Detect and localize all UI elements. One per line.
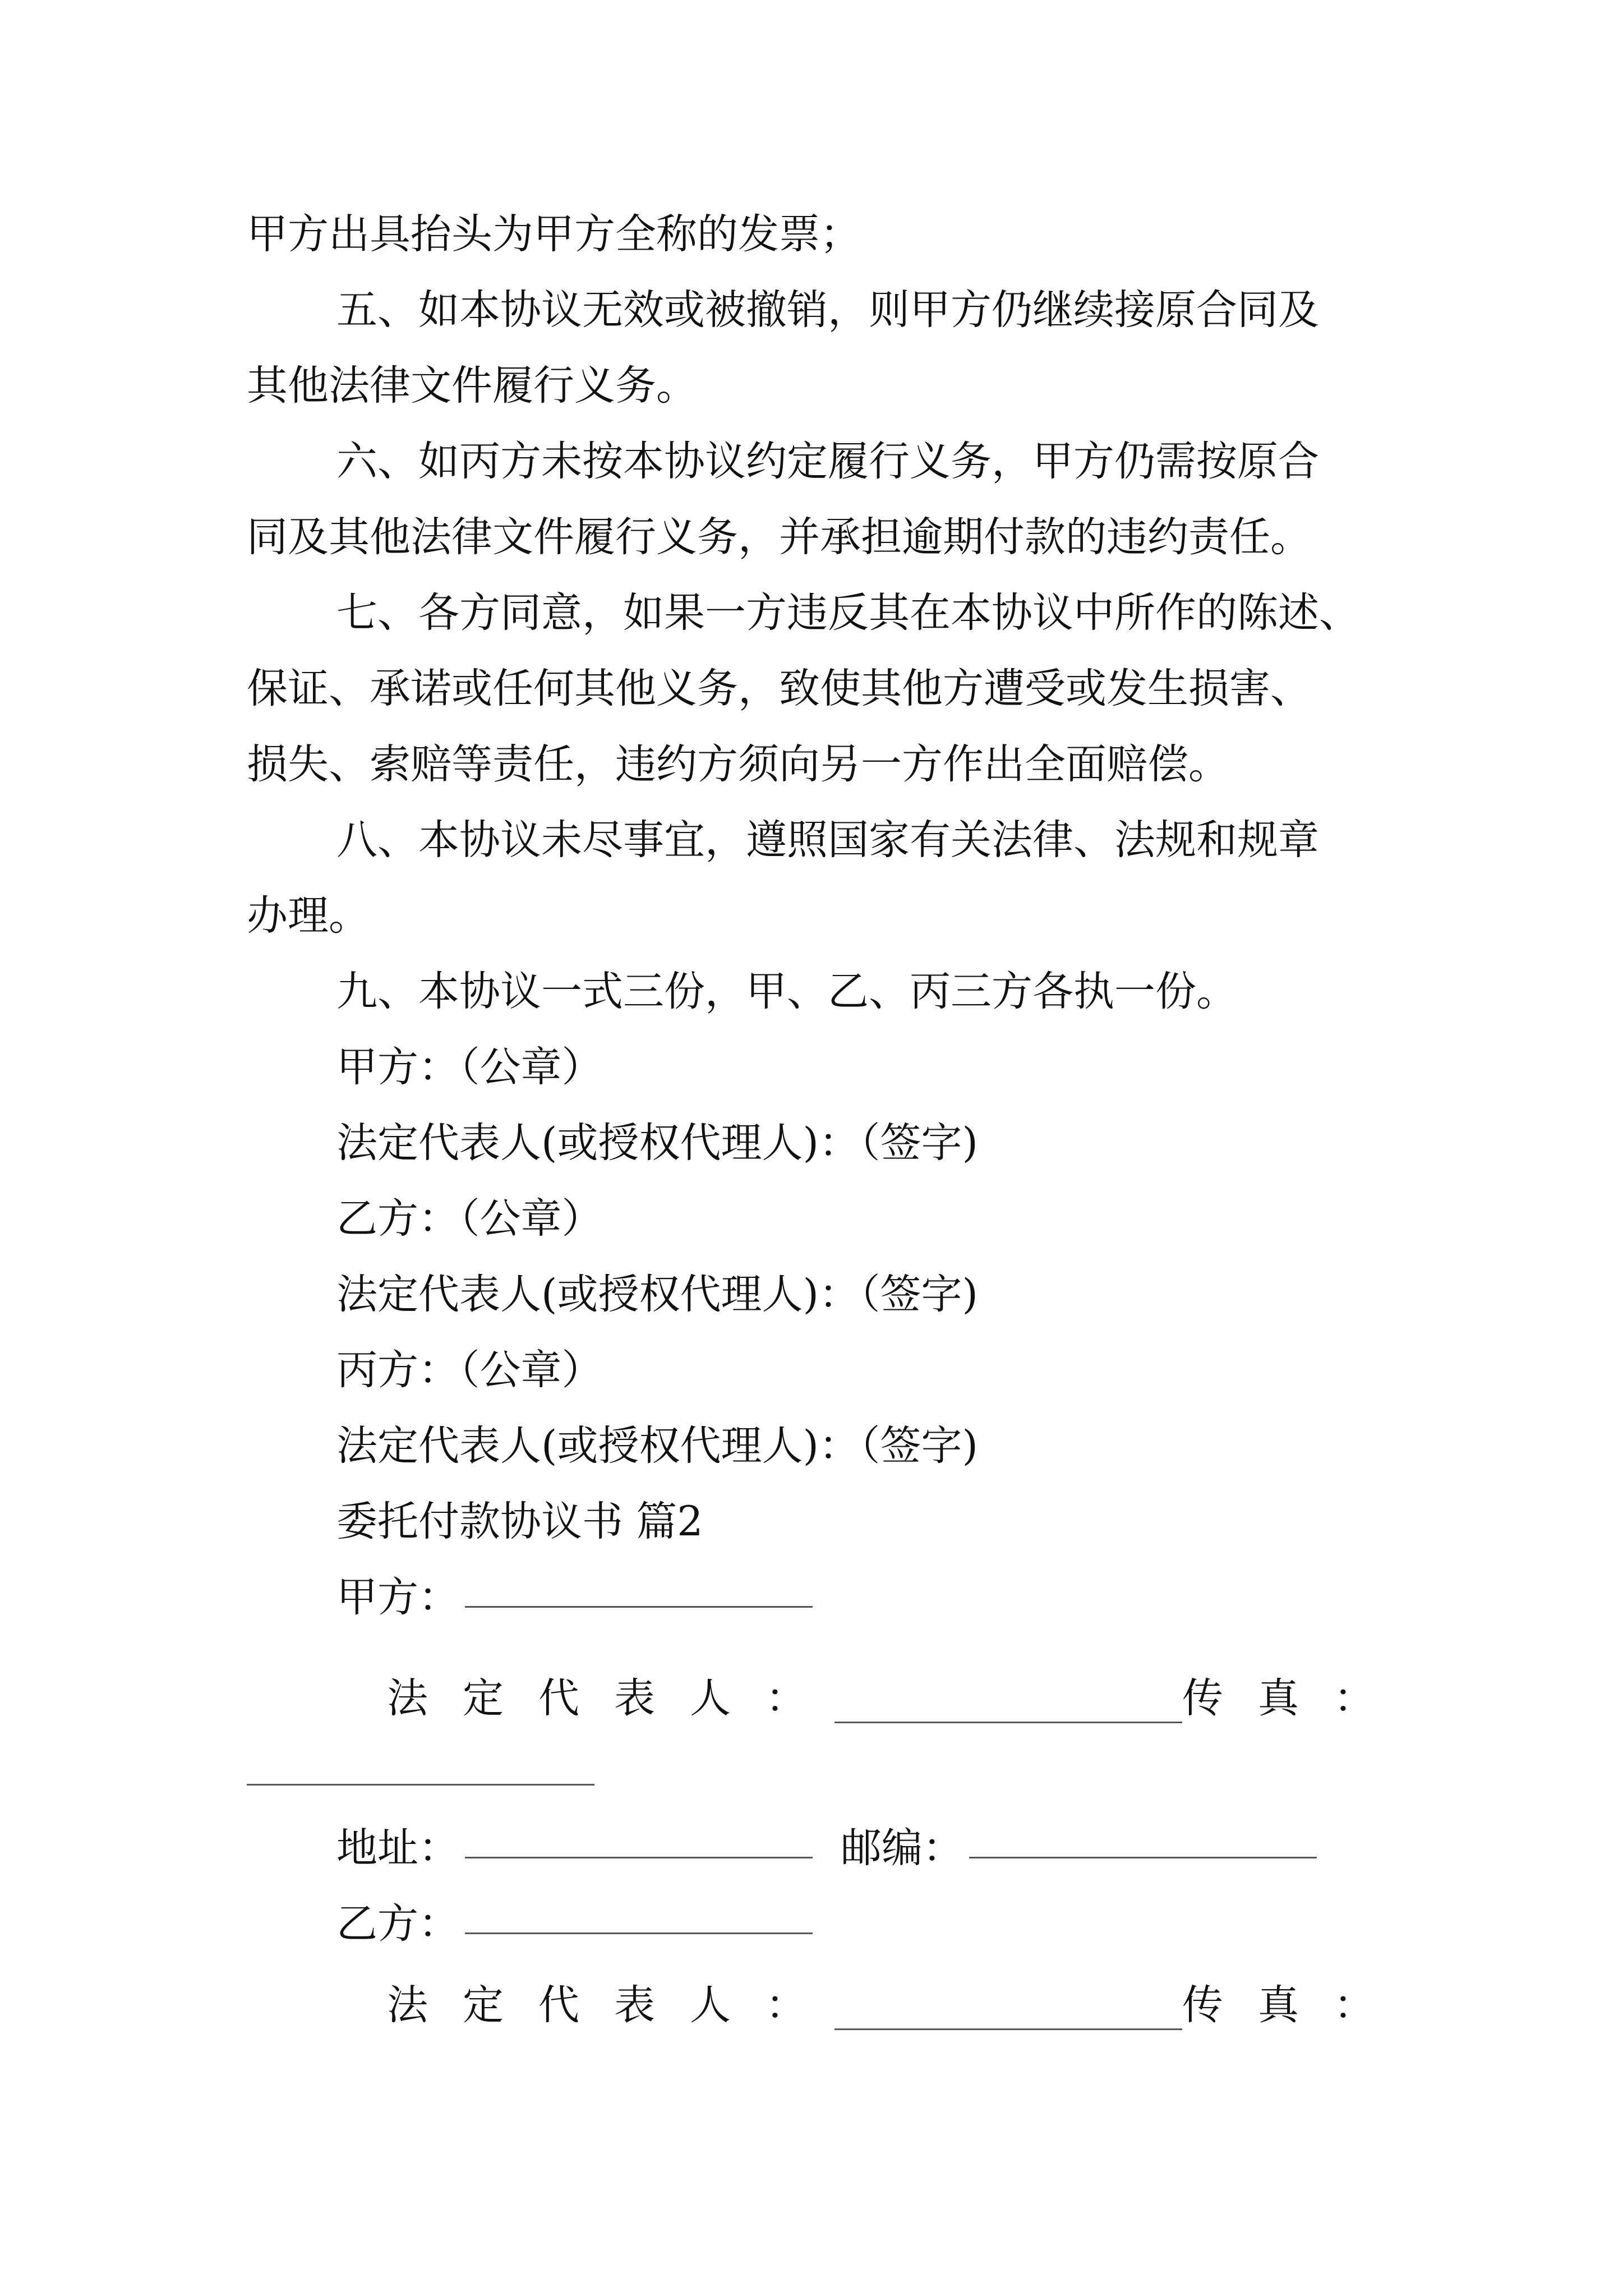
legal-rep-label: 法 定 代 表 人 ： — [387, 1674, 806, 1722]
party-a-rep-fax-row — [387, 1671, 1514, 1727]
clause-five-line-1: 五、如本协议无效或被撤销，则甲方仍继续接原合同及 — [336, 286, 1319, 334]
party-b-seal-line: 乙方：（公章） — [336, 1195, 603, 1243]
paragraph-line: 甲方出具抬头为甲方全称的发票； — [247, 210, 861, 258]
legal-rep-blank — [834, 2028, 1182, 2030]
clause-five-line-2: 其他法律文件履行义务。 — [247, 362, 697, 409]
address-blank — [465, 1857, 813, 1858]
party-b-signature-line: 法定代表人(或授权代理人)：（签字) — [336, 1271, 978, 1318]
party-b-name-row — [336, 1896, 1464, 1952]
legal-rep-blank — [834, 1722, 1182, 1723]
address-postcode-row — [336, 1820, 1464, 1876]
clause-eight-line-2: 办理。 — [247, 892, 370, 940]
clause-seven-line-2: 保证、承诺或任何其他义务，致使其他方遭受或发生损害、 — [247, 665, 1311, 712]
party-a-name-row — [336, 1570, 1464, 1626]
legal-rep-label: 法 定 代 表 人 ： — [387, 1981, 806, 2029]
fax-label: 传 真 ： — [1182, 1981, 1375, 2029]
clause-nine: 九、本协议一式三份，甲、乙、丙三方各执一份。 — [336, 968, 1237, 1015]
party-b-label: 乙方： — [336, 1900, 459, 1948]
party-c-signature-line: 法定代表人(或授权代理人)：（签字) — [336, 1422, 978, 1470]
clause-eight-line-1: 八、本协议未尽事宜，遵照国家有关法律、法规和规章 — [336, 816, 1319, 864]
postcode-label: 邮编： — [841, 1824, 963, 1872]
postcode-blank — [969, 1857, 1317, 1858]
fax-number-blank — [247, 1784, 594, 1786]
address-label: 地址： — [336, 1824, 459, 1872]
party-a-seal-line: 甲方：（公章） — [336, 1043, 603, 1091]
clause-seven-line-3: 损失、索赔等责任，违约方须向另一方作出全面赔偿。 — [247, 740, 1229, 788]
party-a-label: 甲方： — [336, 1573, 459, 1621]
clause-six-line-1: 六、如丙方未按本协议约定履行义务，甲方仍需按原合 — [336, 438, 1319, 485]
clause-six-line-2: 同及其他法律文件履行义务，并承担逾期付款的违约责任。 — [247, 513, 1311, 561]
fax-label: 传 真 ： — [1182, 1674, 1375, 1722]
party-b-name-blank — [465, 1932, 813, 1934]
party-a-name-blank — [465, 1606, 813, 1608]
section-heading: 委托付款协议书 篇2 — [336, 1498, 703, 1545]
party-b-rep-fax-row — [387, 1977, 1514, 2033]
party-c-seal-line: 丙方：（公章） — [336, 1346, 603, 1394]
party-a-signature-line: 法定代表人(或授权代理人)：（签字) — [336, 1119, 978, 1167]
clause-seven-line-1: 七、各方同意，如果一方违反其在本协议中所作的陈述、 — [336, 589, 1360, 637]
